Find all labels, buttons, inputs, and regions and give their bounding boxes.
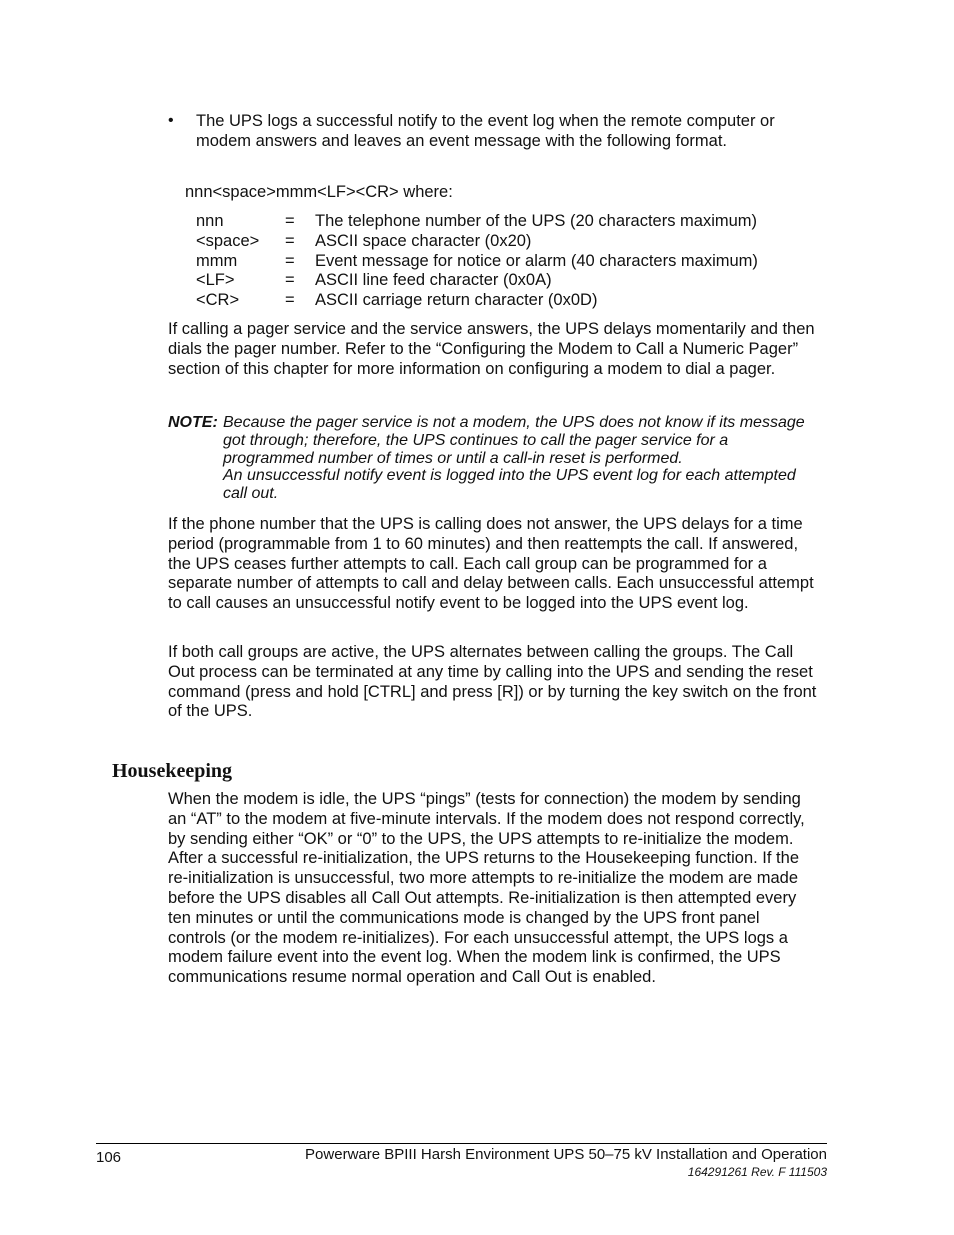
definition-description: ASCII carriage return character (0x0D) xyxy=(315,291,598,310)
footer-revision: 164291261 Rev. F 111503 xyxy=(687,1165,827,1179)
definition-equals: = xyxy=(285,212,295,230)
section-heading: Housekeeping xyxy=(112,760,233,782)
definition-description: ASCII line feed character (0x0A) xyxy=(315,271,552,290)
definition-term: <CR> xyxy=(196,291,240,310)
note-body-text: Because the pager service is not a modem, the UPS does not know if its message got through; therefore, the UPS continues to call the pager service for a programmed number of times or until a call-in reset is performed. xyxy=(223,414,805,467)
page-number: 106 xyxy=(96,1149,122,1166)
definition-description: Event message for notice or alarm (40 characters maximum) xyxy=(315,251,758,270)
note-label: NOTE: xyxy=(168,414,218,431)
definition-description: ASCII space character (0x20) xyxy=(315,231,532,250)
bullet-text: The UPS logs a successful notify to the event log when the remote computer or modem answers and leaves an event message with the following format. xyxy=(196,112,775,150)
definition-term: <LF> xyxy=(196,271,235,290)
definition-term: mmm xyxy=(196,251,238,270)
definition-term: <space> xyxy=(196,231,260,250)
note-body xyxy=(223,414,823,503)
bullet-icon: • xyxy=(168,112,174,129)
definition-equals: = xyxy=(285,271,295,290)
definition-description: The telephone number of the UPS (20 characters maximum) xyxy=(315,212,758,230)
footer-title: Powerware BPIII Harsh Environment UPS 50–75 kV Installation and Operation xyxy=(305,1146,827,1163)
definition-term: nnn xyxy=(196,212,224,230)
message-format-line: nnn<space>mmm<LF><CR> where: xyxy=(185,183,453,201)
no-answer-paragraph: If the phone number that the UPS is calling does not answer, the UPS delays for a time period (programmable from 1 to 60 minutes) and then reattempts the call. If answered, the UPS ceases further attempts to call. Each call group can be programmed for a separate number of attempts to call and delay between calls. Each unsuccessful attempt to call causes an unsuccessful notify event to be logged into the UPS event log. xyxy=(168,515,814,613)
definition-equals: = xyxy=(285,231,295,250)
call-groups-paragraph: If both call groups are active, the UPS alternates between calling the groups. The Call Out process can be terminated at any time by calling into the UPS and sending the reset command (press and hold [CTRL] and press [R]) or by turning the key switch on the front of the UPS. xyxy=(168,643,817,721)
footer-divider xyxy=(96,1143,827,1144)
definition-equals: = xyxy=(285,251,295,270)
housekeeping-paragraph: When the modem is idle, the UPS “pings” (tests for connection) the modem by sending an “AT” to the modem at five-minute intervals. If the modem does not respond correctly, by sending either “OK” or “0” to the UPS, the UPS attempts to re-initialize the modem. After a successful re-initialization, the UPS returns to the Housekeeping function. If the re-initialization is unsuccessful, two more attempts to re-initialize the modem are made before the UPS disables all Call Out attempts. Re-initialization is then attempted every ten minutes or until the communications mode is changed by the UPS front panel controls (or the modem re-initializes). For each unsuccessful attempt, the UPS logs a modem failure event into the event log. When the modem link is confirmed, the UPS communications resume normal operation and Call Out is enabled. xyxy=(168,790,805,987)
pager-paragraph: If calling a pager service and the service answers, the UPS delays momentarily and then dials the pager number. Refer to the “Configuring the Modem to Call a Numeric Pager” section of this chapter for more information on configuring a modem to dial a pager. xyxy=(168,320,815,378)
note-body-text: An unsuccessful notify event is logged into the UPS event log for each attempted call out. xyxy=(223,467,796,503)
definition-equals: = xyxy=(285,291,295,310)
